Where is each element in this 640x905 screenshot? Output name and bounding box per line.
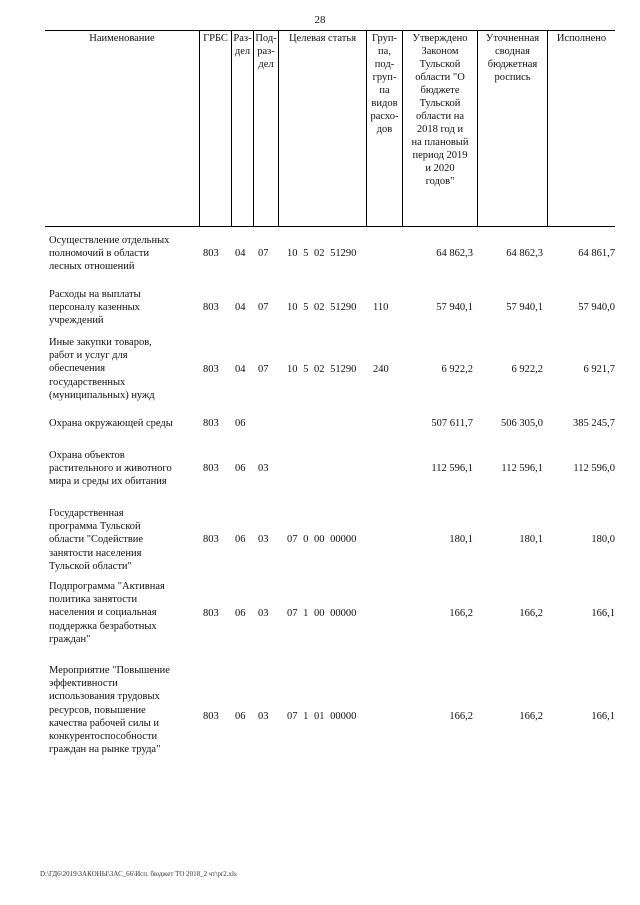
header-podrazdel: Под- раз- дел [253,31,278,226]
header-ispolneno: Исполнено [547,31,615,226]
row-ispolneno: 112 596,0 [573,463,615,474]
row-name: Охрана объектов растительного и животного мира и среды их обитания [49,450,172,488]
row-utochnennaya: 506 305,0 [501,418,543,429]
row-name: Иные закупки товаров, работ и услуг для обеспечения государственных (муниципальных) нужд [49,337,155,401]
row-tselevaya: 07 1 01 00000 [287,711,357,722]
header-grbs: ГРБС [199,31,231,226]
header-utochnennaya: Уточненная сводная бюджетная роспись [477,31,547,226]
row-utochnennaya: 112 596,1 [501,463,543,474]
row-razdel: 04 [235,364,246,375]
row-ispolneno: 57 940,0 [578,302,615,313]
row-gruppa: 110 [373,302,389,313]
row-ispolneno: 166,1 [591,608,615,619]
row-utochnennaya: 180,1 [519,534,543,545]
row-ispolneno: 6 921,7 [583,364,615,375]
row-ispolneno: 180,0 [591,534,615,545]
row-utverzhdeno: 64 862,3 [436,248,473,259]
row-utverzhdeno: 166,2 [449,608,473,619]
header-tselevaya-statya: Целевая статья [278,31,366,226]
row-grbs: 803 [203,463,219,474]
table-header [45,30,615,227]
row-name: Государственная программа Тульской области "Содействие занятости населения Тульской области" [49,508,144,572]
row-name: Мероприятие "Повышение эффективности использования трудовых ресурсов, повышение качества рабочей силы и конкурентоспособности граждан на рынке труда" [49,665,170,756]
row-podrazdel: 07 [258,248,269,259]
row-razdel: 06 [235,463,246,474]
row-tselevaya: 07 1 00 00000 [287,608,357,619]
row-utverzhdeno: 180,1 [449,534,473,545]
row-utochnennaya: 166,2 [519,711,543,722]
page-number: 28 [314,14,326,26]
row-utverzhdeno: 6 922,2 [441,364,473,375]
row-grbs: 803 [203,608,219,619]
row-ispolneno: 166,1 [591,711,615,722]
row-ispolneno: 385 245,7 [573,418,615,429]
row-grbs: 803 [203,418,219,429]
row-podrazdel: 03 [258,463,269,474]
row-grbs: 803 [203,248,219,259]
row-podrazdel: 07 [258,364,269,375]
row-name: Расходы на выплаты персоналу казенных учреждений [49,289,141,327]
header-gruppa-vidov: Груп- па, под- груп- па видов расхо- дов [366,31,402,226]
row-utverzhdeno: 507 611,7 [431,418,473,429]
row-razdel: 06 [235,711,246,722]
row-podrazdel: 03 [258,608,269,619]
row-gruppa: 240 [373,364,389,375]
row-grbs: 803 [203,364,219,375]
header-razdel: Раз- дел [231,31,253,226]
row-razdel: 06 [235,418,246,429]
row-podrazdel: 07 [258,302,269,313]
row-tselevaya: 10 5 02 51290 [287,302,357,313]
row-name: Осуществление отдельных полномочий в области лесных отношений [49,235,170,273]
row-tselevaya: 10 5 02 51290 [287,248,357,259]
row-utochnennaya: 166,2 [519,608,543,619]
row-utverzhdeno: 57 940,1 [436,302,473,313]
row-grbs: 803 [203,711,219,722]
row-ispolneno: 64 861,7 [578,248,615,259]
row-utochnennaya: 6 922,2 [511,364,543,375]
row-podrazdel: 03 [258,534,269,545]
row-razdel: 06 [235,608,246,619]
row-podrazdel: 03 [258,711,269,722]
row-utverzhdeno: 166,2 [449,711,473,722]
row-name: Охрана окружающей среды [49,418,173,429]
row-razdel: 04 [235,248,246,259]
row-tselevaya: 10 5 02 51290 [287,364,357,375]
row-utochnennaya: 64 862,3 [506,248,543,259]
row-tselevaya: 07 0 00 00000 [287,534,357,545]
header-utverzhdeno: Утверждено Законом Тульской области "О бюджете Тульской области на 2018 год и на плановый период 2019 и 2020 годов" [402,31,477,226]
row-utverzhdeno: 112 596,1 [431,463,473,474]
row-razdel: 06 [235,534,246,545]
row-name: Подпрограмма "Активная политика занятости населения и социальная поддержка безработных граждан" [49,581,165,645]
footer-file-path: D:\ГД6\2019\ЗАКОНЫ\ЗАС_66\Исп. бюджет ТО 2018_2 чт\pr2.xls [40,870,237,878]
row-grbs: 803 [203,302,219,313]
row-grbs: 803 [203,534,219,545]
row-razdel: 04 [235,302,246,313]
row-utochnennaya: 57 940,1 [506,302,543,313]
header-name: Наименование [89,33,155,44]
